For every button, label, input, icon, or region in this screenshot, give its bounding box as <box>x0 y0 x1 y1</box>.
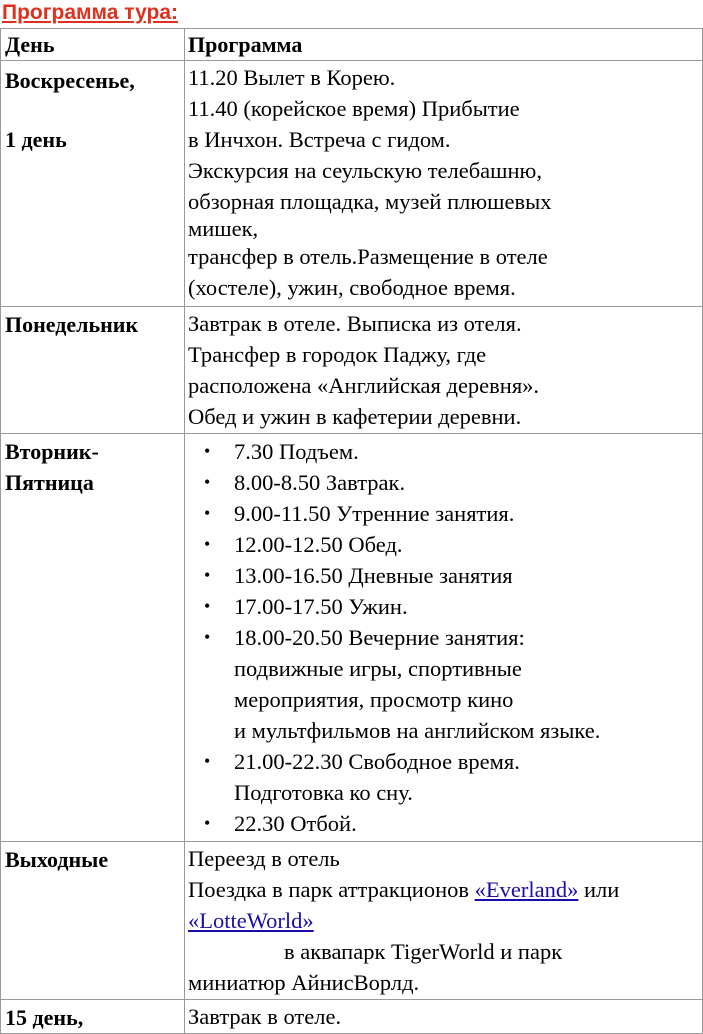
list-item: • 21.00-22.30 Свободное время. Подготовка ко сну. <box>204 746 702 808</box>
list-item: • 22.30 Отбой. <box>204 808 702 839</box>
program-line: Поездка в парк аттракционов «Everland» или <box>188 877 620 902</box>
program-line: Завтрак в отеле. Выписка из отеля. <box>188 311 522 336</box>
program-cell <box>185 1000 703 1034</box>
list-item: • 18.00-20.50 Вечерние занятия: подвижные игры, спортивные мероприятия, просмотр кино и мультфильмов на английском языке. <box>204 622 702 746</box>
day-cell <box>1 1000 185 1034</box>
program-line: расположена «Английская деревня». <box>188 373 540 398</box>
list-item: • 8.00-8.50 Завтрак. <box>204 467 702 498</box>
program-line: миниатюр АйнисВорлд. <box>188 970 420 995</box>
header-program: Программа <box>185 29 703 61</box>
table-header-row <box>1 29 703 61</box>
program-line: мишек, <box>188 216 259 241</box>
table-row <box>1 61 703 307</box>
lotteworld-link[interactable]: «LotteWorld» <box>188 908 314 933</box>
page-heading: Программа тура: <box>2 1 179 24</box>
bullet-icon: • <box>204 472 211 492</box>
day-label: Воскресенье, <box>5 68 135 93</box>
program-line: Обед и ужин в кафетерии деревни. <box>188 404 522 429</box>
day-cell <box>1 307 185 434</box>
program-line <box>188 905 702 936</box>
day-label: 1 день <box>5 127 67 152</box>
list-item: • 17.00-17.50 Ужин. <box>204 591 702 622</box>
bullet-icon: • <box>204 565 211 585</box>
program-line: трансфер в отель.Размещение в отеле <box>188 244 548 269</box>
program-line: в Инчхон. Встреча с гидом. <box>188 127 451 152</box>
table-row <box>1 434 703 842</box>
tour-program-table <box>0 28 703 1034</box>
program-line: Завтрак в отеле. <box>188 1004 342 1029</box>
program-line: Переезд в отель <box>188 846 340 871</box>
program-line: Экскурсия на сеульскую телебашню, <box>188 158 542 183</box>
bullet-icon: • <box>204 441 211 461</box>
bullet-icon: • <box>204 503 211 523</box>
table-row <box>1 307 703 434</box>
bullet-icon: • <box>204 534 211 554</box>
table-row <box>1 842 703 1000</box>
header-day: День <box>1 29 185 61</box>
list-item: • 9.00-11.50 Утренние занятия. <box>204 498 702 529</box>
list-item: • 7.30 Подъем. <box>204 436 702 467</box>
bullet-icon: • <box>204 813 211 833</box>
list-item: • 13.00-16.50 Дневные занятия <box>204 560 702 591</box>
everland-link[interactable]: «Everland» <box>474 877 579 902</box>
program-line: в аквапарк TigerWorld и парк <box>284 939 563 964</box>
program-cell <box>185 61 703 307</box>
program-line: (хостеле), ужин, свободное время. <box>188 275 516 300</box>
program-cell <box>185 307 703 434</box>
day-label: Пятница <box>5 470 94 495</box>
day-label: Выходные <box>5 847 109 872</box>
day-label: Понедельник <box>5 312 139 337</box>
day-label: 15 день, <box>5 1005 84 1030</box>
program-line: 11.20 Вылет в Корею. <box>188 65 396 90</box>
table-row <box>1 1000 703 1034</box>
bullet-icon: • <box>204 627 211 647</box>
program-line: 11.40 (корейское время) Прибытие <box>188 96 520 121</box>
program-cell <box>185 434 703 842</box>
day-cell <box>1 842 185 1000</box>
bullet-icon: • <box>204 596 211 616</box>
day-cell <box>1 61 185 307</box>
day-cell <box>1 434 185 842</box>
day-label: Вторник- <box>5 439 99 464</box>
schedule-list <box>185 434 702 839</box>
list-item: • 12.00-12.50 Обед. <box>204 529 702 560</box>
program-line: обзорная площадка, музей плюшевых <box>188 189 552 214</box>
program-cell <box>185 842 703 1000</box>
bullet-icon: • <box>204 751 211 771</box>
program-line: Трансфер в городок Паджу, где <box>188 342 487 367</box>
